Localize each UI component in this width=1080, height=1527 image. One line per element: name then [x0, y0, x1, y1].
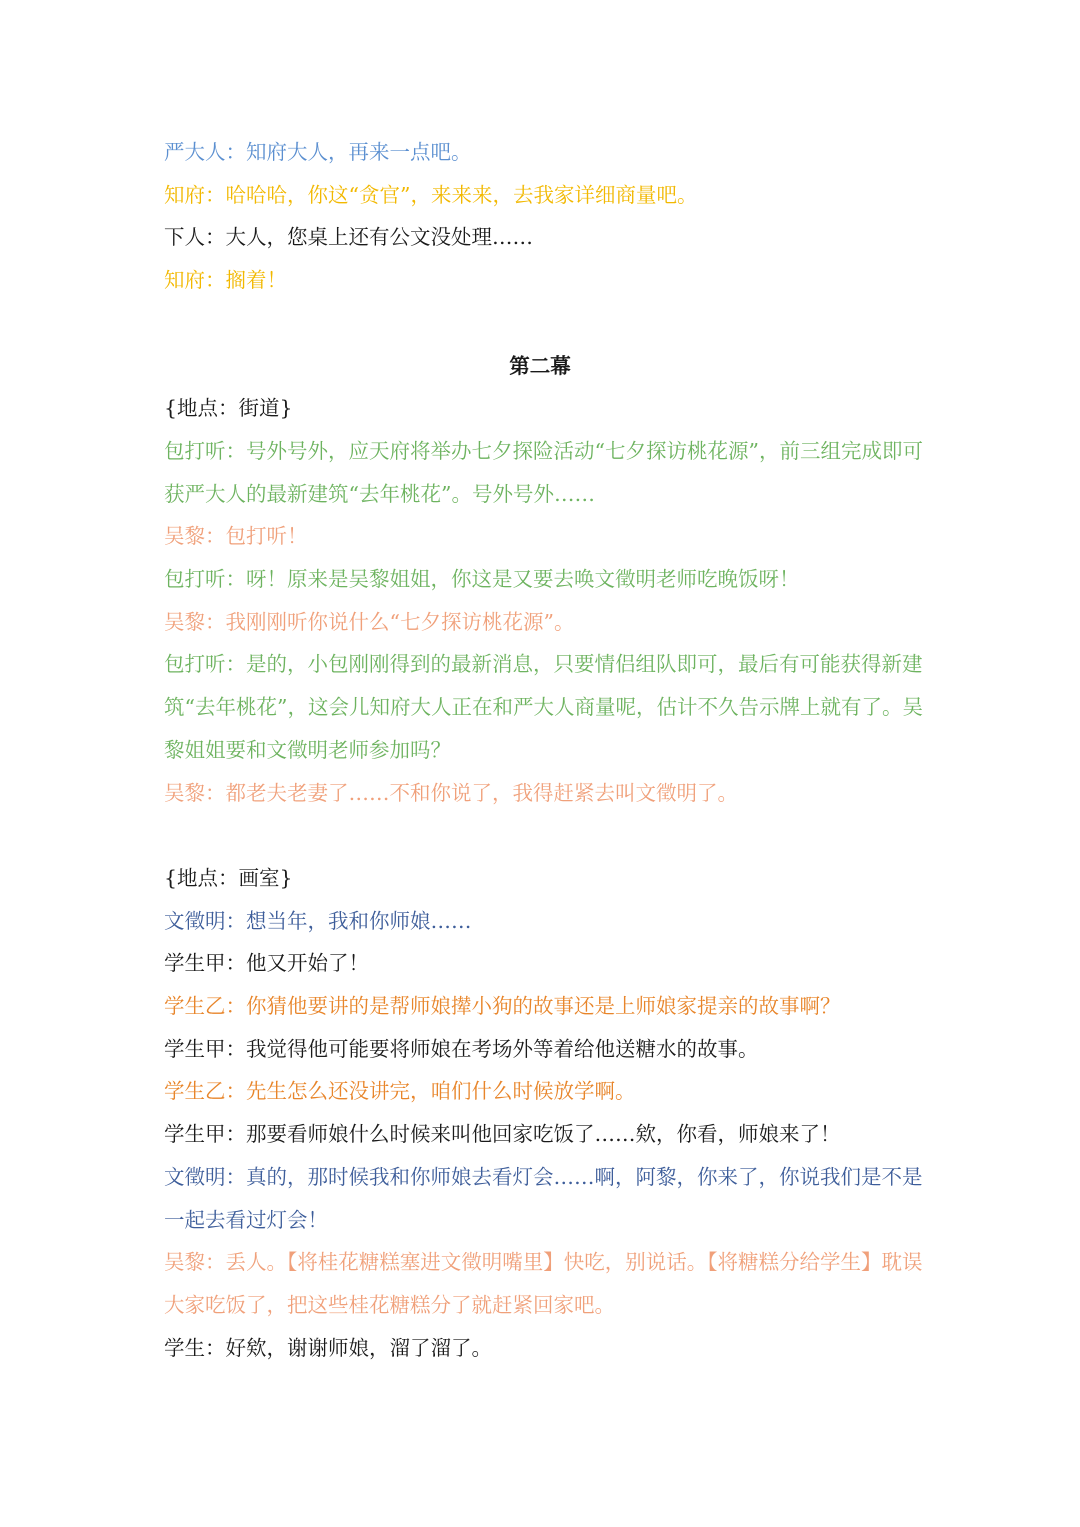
- separator: ：: [225, 1122, 246, 1147]
- dialogue-line: [164, 131, 924, 174]
- dialogue-line: [164, 601, 924, 644]
- speaker: 学生甲: [164, 951, 226, 976]
- dialogue-text: 先生怎么还没讲完，咱们什么时候放学啊。: [246, 1079, 636, 1104]
- separator: ：: [225, 652, 246, 677]
- speaker: 包打听: [164, 652, 226, 677]
- separator: ：: [205, 1250, 226, 1275]
- dialogue-text: 号外号外，应天府将举办七夕探险活动“七夕探访桃花源”，前三组完成即可获严大人的最新建筑“去年桃花”。号外号外……: [164, 438, 923, 506]
- dialogue-line: [164, 643, 924, 771]
- separator: ：: [205, 524, 226, 549]
- separator: ：: [205, 268, 226, 293]
- separator: ：: [225, 994, 246, 1019]
- speaker: 下人: [164, 225, 205, 250]
- separator: ：: [205, 609, 226, 634]
- dialogue-text: 想当年，我和你师娘……: [246, 908, 472, 933]
- speaker: 知府: [164, 182, 205, 207]
- dialogue-text: 是的，小包刚刚得到的最新消息，只要情侣组队即可，最后有可能获得新建筑“去年桃花”，这会儿知府大人正在和严大人商量呢，估计不久告示牌上就有了。吴黎姐姐要和文徵明老师参加吗？: [164, 652, 923, 762]
- dialogue-line: [164, 558, 924, 601]
- dialogue-text: 知府大人，再来一点吧。: [246, 140, 472, 164]
- dialogue-text: 我觉得他可能要将师娘在考场外等着给他送糖水的故事。: [246, 1036, 759, 1061]
- dialogue-line: [164, 259, 924, 302]
- dialogue-line: [164, 430, 924, 515]
- speaker: 知府: [164, 268, 205, 293]
- dialogue-line: [164, 1070, 924, 1113]
- dialogue-text: 他又开始了！: [246, 951, 369, 976]
- dialogue-line: [164, 900, 924, 943]
- scene-location: {地点：街道}: [164, 396, 293, 421]
- dialogue-line: [164, 216, 924, 259]
- separator: ：: [225, 1079, 246, 1104]
- dialogue-text: 好欸，谢谢师娘，溜了溜了。: [225, 1335, 492, 1360]
- act-title: 第二幕: [509, 353, 571, 378]
- separator: ：: [205, 1335, 226, 1360]
- dialogue-text: 都老夫老妻了……不和你说了，我得赶紧去叫文徵明了。: [225, 780, 738, 805]
- speaker: 包打听: [164, 567, 226, 592]
- separator: ：: [225, 140, 246, 164]
- dialogue-line: [164, 174, 924, 217]
- dialogue-line: [164, 1028, 924, 1071]
- speaker: 学生甲: [164, 1036, 226, 1061]
- speaker: 吴黎: [164, 609, 205, 634]
- script-page: [164, 131, 924, 1369]
- dialogue-text: 那要看师娘什么时候来叫他回家吃饭了……欸，你看，师娘来了！: [246, 1122, 841, 1147]
- separator: ：: [225, 908, 246, 933]
- dialogue-line: [164, 942, 924, 985]
- separator: ：: [225, 567, 246, 592]
- dialogue-text: 包打听！: [225, 524, 308, 549]
- speaker: 学生甲: [164, 1122, 226, 1147]
- speaker: 学生: [164, 1335, 205, 1360]
- speaker: 文徵明: [164, 1164, 226, 1189]
- speaker: 吴黎: [164, 1250, 205, 1275]
- dialogue-text: 丢人。【将桂花糖糕塞进文徵明嘴里】快吃，别说话。【将糖糕分给学生】耽误大家吃饭了，把这些桂花糖糕分了就赶紧回家吧。: [164, 1250, 923, 1317]
- dialogue-line: [164, 515, 924, 558]
- separator: ：: [225, 951, 246, 976]
- speaker: 学生乙: [164, 1079, 226, 1104]
- separator: ：: [225, 1164, 246, 1189]
- dialogue-text: 我刚刚听你说什么“七夕探访桃花源”。: [225, 609, 575, 634]
- dialogue-text: 呀！原来是吴黎姐姐，你这是又要去唤文徵明老师吃晚饭呀！: [246, 567, 800, 592]
- dialogue-line: [164, 1241, 924, 1326]
- dialogue-line: [164, 772, 924, 815]
- dialogue-text: 你猜他要讲的是帮师娘撵小狗的故事还是上师娘家提亲的故事啊？: [246, 994, 841, 1019]
- speaker: 吴黎: [164, 524, 205, 549]
- speaker: 严大人: [164, 140, 226, 164]
- dialogue-text: 大人，您桌上还有公文没处理……: [225, 225, 533, 250]
- speaker: 学生乙: [164, 994, 226, 1019]
- spacer: [164, 302, 924, 345]
- dialogue-line: [164, 1156, 924, 1241]
- speaker: 包打听: [164, 438, 226, 463]
- dialogue-line: [164, 985, 924, 1028]
- separator: ：: [225, 438, 246, 463]
- separator: ：: [205, 780, 226, 805]
- dialogue-text: 哈哈哈，你这“贪官”，来来来，去我家详细商量吧。: [225, 182, 698, 207]
- separator: ：: [205, 225, 226, 250]
- dialogue-text: 搁着！: [225, 268, 287, 293]
- scene-location: {地点：画室}: [164, 865, 293, 890]
- dialogue-text: 真的，那时候我和你师娘去看灯会……啊，阿黎，你来了，你说我们是不是一起去看过灯会！: [164, 1164, 923, 1232]
- speaker: 文徵明: [164, 908, 226, 933]
- separator: ：: [205, 182, 226, 207]
- spacer: [164, 814, 924, 857]
- separator: ：: [225, 1036, 246, 1061]
- dialogue-line: [164, 1113, 924, 1156]
- dialogue-line: [164, 1327, 924, 1370]
- speaker: 吴黎: [164, 780, 205, 805]
